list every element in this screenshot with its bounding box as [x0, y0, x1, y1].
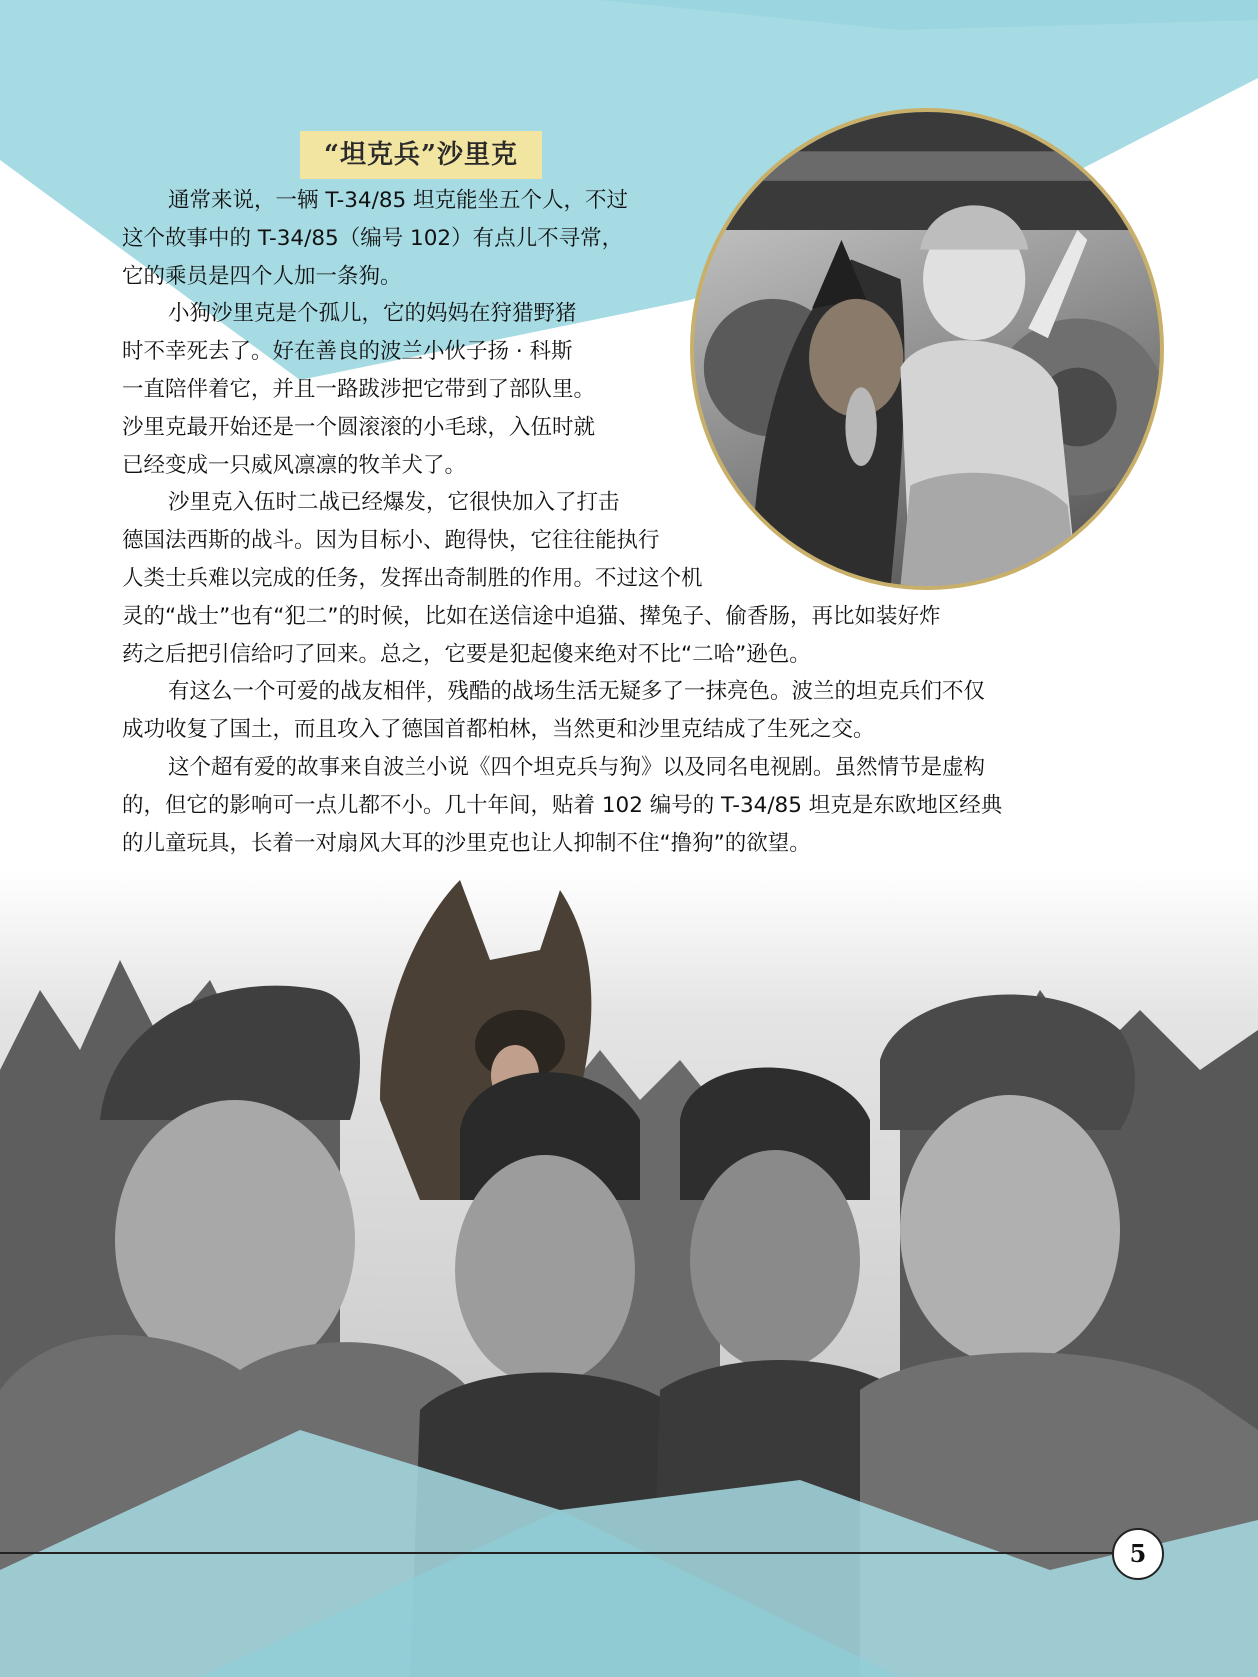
article-body — [122, 182, 1122, 862]
text-line: 沙里克最开始还是一个圆滚滚的小毛球，入伍时就 — [122, 414, 596, 440]
footer-rule — [0, 1552, 1112, 1554]
paragraph-5 — [122, 749, 1122, 862]
text-line: 它的乘员是四个人加一条狗。 — [122, 263, 402, 289]
text-line: 沙里克入伍时二战已经爆发，它很快加入了打击 — [168, 490, 620, 516]
text-line: 小狗沙里克是个孤儿，它的妈妈在狩猎野猪 — [168, 301, 577, 327]
text-line: 时不幸死去了。好在善良的波兰小伙子扬 · 科斯 — [122, 339, 573, 365]
text-line: 的儿童玩具，长着一对扇风大耳的沙里克也让人抑制不住“撸狗”的欲望。 — [122, 830, 811, 856]
page-number: 5 — [1112, 1528, 1164, 1580]
paragraph-4 — [122, 673, 1122, 749]
paragraph-1 — [122, 182, 1122, 295]
text-line: 德国法西斯的战斗。因为目标小、跑得快，它往往能执行 — [122, 528, 660, 554]
section-title: “坦克兵”沙里克 — [300, 131, 542, 179]
text-line: 有这么一个可爱的战友相伴，残酷的战场生活无疑多了一抹亮色。波兰的坦克兵们不仅 — [168, 679, 986, 705]
text-line: 一直陪伴着它，并且一路跋涉把它带到了部队里。 — [122, 376, 596, 402]
text-line: 成功收复了国土，而且攻入了德国首都柏林，当然更和沙里克结成了生死之交。 — [122, 717, 875, 743]
bottom-photo-four-tankmen-and-dog — [0, 870, 1258, 1677]
text-line: 灵的“战士”也有“犯二”的时候，比如在送信途中追猫、撵兔子、偷香肠，再比如装好炸 — [122, 603, 941, 629]
text-line: 已经变成一只威风凛凛的牧羊犬了。 — [122, 452, 467, 478]
paragraph-2 — [122, 295, 1122, 484]
text-line: 的，但它的影响可一点儿都不小。几十年间，贴着 102 编号的 T-34/85 坦克是东欧地区经典 — [122, 792, 1003, 818]
text-line: 通常来说，一辆 T-34/85 坦克能坐五个人，不过 — [168, 188, 629, 213]
text-line: 这个超有爱的故事来自波兰小说《四个坦克兵与狗》以及同名电视剧。虽然情节是虚构 — [168, 754, 986, 780]
text-line: 药之后把引信给叼了回来。总之，它要是犯起傻来绝对不比“二哈”逊色。 — [122, 641, 811, 667]
paragraph-3 — [122, 484, 1122, 673]
text-line: 人类士兵难以完成的任务，发挥出奇制胜的作用。不过这个机 — [122, 565, 703, 591]
text-line: 这个故事中的 T-34/85（编号 102）有点儿不寻常， — [122, 225, 624, 251]
